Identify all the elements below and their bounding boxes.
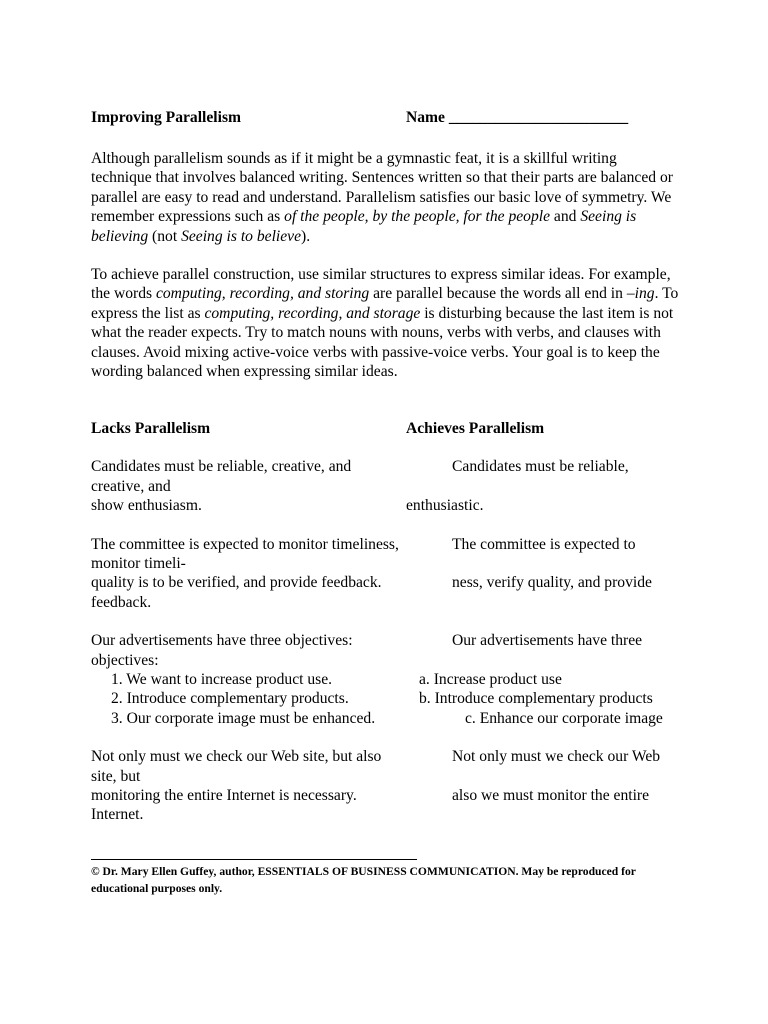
footnote-separator — [91, 859, 417, 860]
example-3-lacks-item-1: 1. We want to increase product use. — [111, 671, 333, 688]
example-4-lacks-line-1: Not only must we check our Web site, but also — [91, 748, 382, 765]
name-field-label: Name _______________________ — [406, 109, 629, 126]
copyright-footnote: © Dr. Mary Ellen Guffey, author, ESSENTIALS OF BUSINESS COMMUNICATION. May be reproduced for educational purposes only. — [91, 865, 636, 895]
example-4-achieves-line-1: Not only must we check our Web — [452, 748, 661, 765]
example-1-achieves-line-2: enthusiastic. — [406, 497, 484, 514]
example-2-lacks-line-3: quality is to be verified, and provide feedback. — [91, 574, 382, 591]
example-3-achieves-line-1: Our advertisements have three — [452, 632, 643, 649]
example-1-lacks-line-1: Candidates must be reliable, creative, and — [91, 458, 352, 475]
example-1-achieves-line-1: Candidates must be reliable, — [452, 458, 629, 475]
example-1-lacks-line-3: show enthusiasm. — [91, 497, 202, 514]
example-4-lacks-line-2: site, but — [91, 768, 141, 785]
example-3-lacks-line-1: Our advertisements have three objectives: — [91, 632, 353, 649]
example-3-achieves-item-a: a. Increase product use — [419, 671, 562, 688]
example-2-achieves-line-2: ness, verify quality, and provide — [452, 574, 652, 591]
example-4-lacks-line-4: Internet. — [91, 806, 144, 823]
intro-paragraph-1: Although parallelism sounds as if it might be a gymnastic feat, it is a skillful writing technique that involves balanced writing. Sentences written so that their parts are balanced or parallel are easy to read and understand. Parallelism satisfies our basic love of symmetry. We remember expressions such as of the people, by the people, for the people and Seeing is believing (not Seeing is to believe). — [91, 150, 673, 245]
example-4-lacks-line-3: monitoring the entire Internet is necessary. — [91, 787, 357, 804]
example-3-lacks-line-2: objectives: — [91, 652, 159, 669]
example-3-lacks-item-3: 3. Our corporate image must be enhanced. — [111, 710, 376, 727]
example-4-achieves-line-2: also we must monitor the entire — [452, 787, 650, 804]
example-2-lacks-line-4: feedback. — [91, 594, 152, 611]
intro-paragraph-2: To achieve parallel construction, use similar structures to express similar ideas. For example, the words computing, recording, and storing are parallel because the words all end in –ing. To express the list as computing, recording, and storage is disturbing because the last item is not what the reader expects. Try to match nouns with nouns, verbs with verbs, and clauses with clauses. Avoid mixing active-voice verbs with passive-voice verbs. Your goal is to keep the wording balanced when expressing similar ideas. — [91, 266, 679, 381]
example-3-lacks-item-2: 2. Introduce complementary products. — [111, 690, 349, 707]
example-2-lacks-line-1: The committee is expected to monitor timeliness, — [91, 536, 399, 553]
example-2-lacks-line-2: monitor timeli- — [91, 555, 186, 572]
example-3-achieves-item-b: b. Introduce complementary products — [419, 690, 653, 707]
worksheet-title: Improving Parallelism — [91, 109, 242, 126]
example-2-achieves-line-1: The committee is expected to — [452, 536, 636, 553]
achieves-parallelism-heading: Achieves Parallelism — [406, 420, 545, 437]
lacks-parallelism-heading: Lacks Parallelism — [91, 420, 211, 437]
example-1-lacks-line-2: creative, and — [91, 478, 171, 495]
example-3-achieves-item-c: c. Enhance our corporate image — [465, 710, 663, 727]
